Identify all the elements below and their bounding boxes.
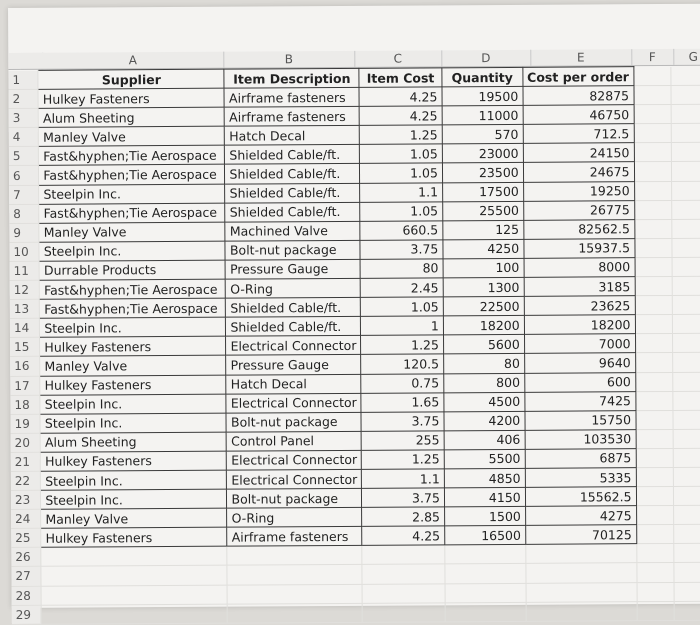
cell[interactable] xyxy=(41,604,227,624)
cell[interactable] xyxy=(227,565,362,585)
cell-supplier[interactable]: Hulkey Fasteners xyxy=(40,336,226,356)
row-number[interactable]: 4 xyxy=(9,128,39,147)
header-quantity[interactable]: Quantity xyxy=(442,67,523,87)
cell[interactable] xyxy=(635,315,672,334)
cell-supplier[interactable]: Alum Sheeting xyxy=(40,432,226,452)
cell[interactable] xyxy=(634,181,671,200)
cell-item-description[interactable]: Shielded Cable/ft. xyxy=(226,317,361,337)
cell[interactable] xyxy=(673,429,700,448)
header-supplier[interactable]: Supplier xyxy=(38,69,224,89)
cell-item-cost[interactable]: 1.05 xyxy=(360,163,443,183)
cell-item-description[interactable]: O-Ring xyxy=(227,508,362,528)
row-number[interactable]: 28 xyxy=(12,586,42,605)
cell-supplier[interactable]: Hulkey Fasteners xyxy=(40,375,226,395)
cell-supplier[interactable]: Fast&hyphen;Tie Aerospace xyxy=(40,298,226,318)
cell[interactable] xyxy=(635,296,672,315)
cell-item-description[interactable]: Shielded Cable/ft. xyxy=(225,164,360,184)
cell[interactable] xyxy=(672,276,700,295)
cell-item-description[interactable]: Hatch Decal xyxy=(226,374,361,394)
cell-supplier[interactable]: Fast&hyphen;Tie Aerospace xyxy=(39,146,225,166)
cell[interactable] xyxy=(636,506,673,525)
cell-supplier[interactable]: Steelpin Inc. xyxy=(40,317,226,337)
cell[interactable] xyxy=(672,219,700,238)
cell[interactable] xyxy=(635,276,672,295)
row-number[interactable]: 27 xyxy=(11,567,41,586)
row-number[interactable]: 6 xyxy=(9,166,39,185)
cell-cost-per-order[interactable]: 712.5 xyxy=(523,124,634,144)
cell-item-cost[interactable]: 4.25 xyxy=(359,87,442,107)
row-number[interactable]: 21 xyxy=(11,452,41,471)
cell[interactable] xyxy=(672,353,700,372)
cell[interactable] xyxy=(635,353,672,372)
cell-supplier[interactable]: Hulkey Fasteners xyxy=(38,88,224,108)
cell[interactable] xyxy=(673,486,700,505)
cell[interactable] xyxy=(445,583,526,603)
cell-cost-per-order[interactable]: 82562.5 xyxy=(524,219,635,239)
cell-item-description[interactable]: Electrical Connector xyxy=(227,469,362,489)
cell[interactable] xyxy=(671,143,700,162)
cell-item-description[interactable]: Bolt-nut package xyxy=(226,412,361,432)
cell[interactable] xyxy=(41,547,227,567)
cell-item-cost[interactable]: 0.75 xyxy=(361,373,444,393)
cell-cost-per-order[interactable]: 8000 xyxy=(524,258,635,278)
cell-supplier[interactable]: Steelpin Inc. xyxy=(40,413,226,433)
row-number[interactable]: 16 xyxy=(10,357,40,376)
cell-supplier[interactable]: Steelpin Inc. xyxy=(40,394,226,414)
cell-cost-per-order[interactable]: 15937.5 xyxy=(524,239,635,259)
cell-item-cost[interactable]: 2.45 xyxy=(361,278,444,298)
cell-item-description[interactable]: O-Ring xyxy=(226,278,361,298)
row-number[interactable]: 11 xyxy=(10,261,40,280)
cell-quantity[interactable]: 5600 xyxy=(443,335,524,355)
cell-quantity[interactable]: 80 xyxy=(443,354,524,374)
cell-cost-per-order[interactable]: 103530 xyxy=(525,429,636,449)
cell-supplier[interactable]: Steelpin Inc. xyxy=(41,489,227,509)
cell-cost-per-order[interactable]: 6875 xyxy=(525,449,636,469)
cell-supplier[interactable]: Alum Sheeting xyxy=(38,107,224,127)
cell-quantity[interactable]: 22500 xyxy=(443,296,524,316)
cell[interactable] xyxy=(673,467,700,486)
row-number[interactable]: 1 xyxy=(8,70,38,89)
row-number[interactable]: 25 xyxy=(11,529,41,548)
row-number[interactable]: 3 xyxy=(9,109,39,128)
cell-item-description[interactable]: Pressure Gauge xyxy=(226,355,361,375)
cell[interactable] xyxy=(227,546,362,566)
cell-item-cost[interactable]: 4.25 xyxy=(362,526,445,546)
column-header-b[interactable]: B xyxy=(223,51,355,68)
cell-supplier[interactable]: Fast&hyphen;Tie Aerospace xyxy=(39,203,225,223)
cell[interactable] xyxy=(634,124,671,143)
cell-quantity[interactable]: 23500 xyxy=(442,163,523,183)
cell-cost-per-order[interactable]: 24675 xyxy=(523,162,634,182)
row-number[interactable]: 7 xyxy=(9,185,39,204)
cell-cost-per-order[interactable]: 3185 xyxy=(524,277,635,297)
cell-quantity[interactable]: 570 xyxy=(442,125,523,145)
cell-supplier[interactable]: Steelpin Inc. xyxy=(41,470,227,490)
cell[interactable] xyxy=(637,601,674,620)
cell-item-description[interactable]: Shielded Cable/ft. xyxy=(225,202,360,222)
row-number[interactable]: 19 xyxy=(10,414,40,433)
cell-quantity[interactable]: 4850 xyxy=(444,468,525,488)
cell-quantity[interactable]: 5500 xyxy=(444,449,525,469)
data-table xyxy=(8,66,700,625)
cell[interactable] xyxy=(674,544,700,563)
row-number[interactable]: 26 xyxy=(11,548,41,567)
cell-quantity[interactable]: 19500 xyxy=(442,86,523,106)
cell[interactable] xyxy=(671,104,700,123)
row-number[interactable]: 8 xyxy=(9,204,39,223)
spreadsheet-photo xyxy=(8,4,700,622)
cell[interactable] xyxy=(673,410,700,429)
empty-row xyxy=(12,601,700,624)
cell-quantity[interactable]: 125 xyxy=(443,220,524,240)
cell-cost-per-order[interactable]: 19250 xyxy=(523,181,634,201)
cell-item-cost[interactable]: 1 xyxy=(361,316,444,336)
cell-cost-per-order[interactable]: 7425 xyxy=(525,391,636,411)
cell-item-cost[interactable]: 2.85 xyxy=(362,507,445,527)
cell-item-cost[interactable]: 4.25 xyxy=(359,106,442,126)
cell[interactable] xyxy=(635,372,672,391)
cell[interactable] xyxy=(671,162,700,181)
cell-supplier[interactable]: Hulkey Fasteners xyxy=(41,451,227,471)
cell-item-description[interactable]: Shielded Cable/ft. xyxy=(226,297,361,317)
cell-cost-per-order[interactable]: 4275 xyxy=(525,506,636,526)
column-header-c[interactable]: C xyxy=(354,50,442,67)
cell-supplier[interactable]: Durrable Products xyxy=(39,260,225,280)
cell[interactable] xyxy=(674,582,700,601)
row-number[interactable]: 24 xyxy=(11,509,41,528)
cell-item-cost[interactable]: 3.75 xyxy=(360,240,443,260)
cell[interactable] xyxy=(671,181,700,200)
cell-quantity[interactable]: 4500 xyxy=(444,392,525,412)
row-number[interactable]: 29 xyxy=(12,605,42,624)
cell[interactable] xyxy=(445,564,526,584)
cell[interactable] xyxy=(362,545,445,565)
cell-cost-per-order[interactable]: 18200 xyxy=(524,315,635,335)
cell-quantity[interactable]: 4150 xyxy=(444,487,525,507)
cell[interactable] xyxy=(526,601,637,621)
cell[interactable] xyxy=(636,467,673,486)
cell[interactable] xyxy=(227,584,362,604)
cell[interactable] xyxy=(674,601,700,620)
column-header-a[interactable]: A xyxy=(42,52,224,69)
cell-supplier[interactable]: Manley Valve xyxy=(39,222,225,242)
cell-cost-per-order[interactable]: 5335 xyxy=(525,468,636,488)
cell-supplier[interactable]: Fast&hyphen;Tie Aerospace xyxy=(39,279,225,299)
cell-item-description[interactable]: Shielded Cable/ft. xyxy=(225,183,360,203)
cell[interactable] xyxy=(362,564,445,584)
cell[interactable] xyxy=(636,429,673,448)
cell-cost-per-order[interactable]: 15750 xyxy=(525,410,636,430)
row-number[interactable]: 22 xyxy=(11,471,41,490)
cell[interactable] xyxy=(525,544,636,564)
cell[interactable] xyxy=(671,200,700,219)
cell-cost-per-order[interactable]: 46750 xyxy=(523,105,634,125)
header-item-cost[interactable]: Item Cost xyxy=(359,68,442,88)
cell-quantity[interactable]: 406 xyxy=(444,430,525,450)
cell[interactable] xyxy=(634,200,671,219)
cell-item-description[interactable]: Shielded Cable/ft. xyxy=(225,145,360,165)
cell[interactable] xyxy=(635,391,672,410)
cell[interactable] xyxy=(634,105,671,124)
cell[interactable] xyxy=(445,545,526,565)
cell[interactable] xyxy=(526,582,637,602)
cell[interactable] xyxy=(636,410,673,429)
cell-quantity[interactable]: 100 xyxy=(443,258,524,278)
cell-quantity[interactable]: 4200 xyxy=(444,411,525,431)
cell-item-cost[interactable]: 1.65 xyxy=(361,392,444,412)
cell-cost-per-order[interactable]: 24150 xyxy=(523,143,634,163)
cell[interactable] xyxy=(633,66,670,85)
cell[interactable] xyxy=(672,257,700,276)
cell[interactable] xyxy=(635,334,672,353)
cell-item-description[interactable]: Electrical Connector xyxy=(226,336,361,356)
cell[interactable] xyxy=(673,505,700,524)
cell[interactable] xyxy=(41,585,227,605)
cell-cost-per-order[interactable]: 23625 xyxy=(524,296,635,316)
cell-cost-per-order[interactable]: 82875 xyxy=(523,86,634,106)
cell[interactable] xyxy=(636,563,673,582)
cell-item-description[interactable]: Airframe fasteners xyxy=(227,527,362,547)
row-number[interactable]: 14 xyxy=(10,319,40,338)
row-number[interactable]: 5 xyxy=(9,147,39,166)
cell-item-cost[interactable]: 1.25 xyxy=(361,335,444,355)
cell-item-cost[interactable]: 80 xyxy=(360,259,443,279)
cell[interactable] xyxy=(228,603,363,623)
cell[interactable] xyxy=(672,372,700,391)
header-item-description[interactable]: Item Description xyxy=(224,68,359,88)
cell-item-description[interactable]: Hatch Decal xyxy=(225,126,360,146)
cell-item-cost[interactable]: 1.1 xyxy=(360,182,443,202)
cell[interactable] xyxy=(671,124,700,143)
cell[interactable] xyxy=(637,582,674,601)
cell-quantity[interactable]: 1300 xyxy=(443,277,524,297)
cell[interactable] xyxy=(636,525,673,544)
cell-item-cost[interactable]: 1.1 xyxy=(362,469,445,489)
cell-item-description[interactable]: Electrical Connector xyxy=(227,450,362,470)
cell-quantity[interactable]: 800 xyxy=(444,373,525,393)
cell-item-description[interactable]: Control Panel xyxy=(227,431,362,451)
cell-item-description[interactable]: Bolt-nut package xyxy=(227,488,362,508)
cell[interactable] xyxy=(635,257,672,276)
row-number[interactable]: 13 xyxy=(10,299,40,318)
cell-item-description[interactable]: Bolt-nut package xyxy=(225,240,360,260)
cell-supplier[interactable]: Manley Valve xyxy=(39,126,225,146)
row-number[interactable]: 20 xyxy=(11,433,41,452)
cell-supplier[interactable]: Fast&hyphen;Tie Aerospace xyxy=(39,165,225,185)
cell[interactable] xyxy=(671,85,700,104)
cell-item-description[interactable]: Pressure Gauge xyxy=(226,259,361,279)
cell-item-cost[interactable]: 1.05 xyxy=(360,144,443,164)
cell-quantity[interactable]: 4250 xyxy=(443,239,524,259)
cell[interactable] xyxy=(634,143,671,162)
cell[interactable] xyxy=(672,314,700,333)
row-number[interactable]: 15 xyxy=(10,338,40,357)
cell[interactable] xyxy=(634,86,671,105)
cell-supplier[interactable]: Manley Valve xyxy=(41,508,227,528)
row-number[interactable]: 18 xyxy=(10,395,40,414)
header-cost-per-order[interactable]: Cost per order xyxy=(523,67,634,87)
cell-supplier[interactable]: Manley Valve xyxy=(40,356,226,376)
cell-item-cost[interactable]: 120.5 xyxy=(361,354,444,374)
cell[interactable] xyxy=(672,334,700,353)
row-number[interactable]: 9 xyxy=(9,223,39,242)
cell-item-cost[interactable]: 1.05 xyxy=(360,202,443,222)
cell[interactable] xyxy=(673,524,700,543)
cell[interactable] xyxy=(673,448,700,467)
cell[interactable] xyxy=(634,219,671,238)
column-header-e[interactable]: E xyxy=(530,49,632,66)
cell-cost-per-order[interactable]: 600 xyxy=(524,372,635,392)
cell[interactable] xyxy=(634,238,671,257)
row-number[interactable]: 12 xyxy=(10,280,40,299)
cell[interactable] xyxy=(672,238,700,257)
cell[interactable] xyxy=(636,487,673,506)
cell[interactable] xyxy=(363,602,446,622)
row-number[interactable]: 17 xyxy=(10,376,40,395)
cell-quantity[interactable]: 23000 xyxy=(442,144,523,164)
cell-quantity[interactable]: 18200 xyxy=(443,316,524,336)
cell-supplier[interactable]: Steelpin Inc. xyxy=(39,241,225,261)
row-number[interactable]: 23 xyxy=(11,490,41,509)
column-header-f[interactable]: F xyxy=(631,49,674,65)
cell-item-cost[interactable]: 1.25 xyxy=(360,125,443,145)
cell-cost-per-order[interactable]: 15562.5 xyxy=(525,487,636,507)
cell-cost-per-order[interactable]: 7000 xyxy=(524,334,635,354)
cell[interactable] xyxy=(362,583,445,603)
cell-item-cost[interactable]: 660.5 xyxy=(360,221,443,241)
cell[interactable] xyxy=(634,162,671,181)
cell-item-cost[interactable]: 3.75 xyxy=(362,488,445,508)
cell-cost-per-order[interactable]: 9640 xyxy=(524,353,635,373)
cell[interactable] xyxy=(636,448,673,467)
cell-quantity[interactable]: 16500 xyxy=(445,526,526,546)
cell[interactable] xyxy=(636,544,673,563)
row-number[interactable]: 10 xyxy=(9,242,39,261)
cell-item-cost[interactable]: 1.05 xyxy=(361,297,444,317)
cell-cost-per-order[interactable]: 70125 xyxy=(525,525,636,545)
cell-item-description[interactable]: Electrical Connector xyxy=(226,393,361,413)
cell[interactable] xyxy=(671,66,700,85)
cell-item-description[interactable]: Airframe fasteners xyxy=(225,107,360,127)
cell[interactable] xyxy=(445,602,526,622)
cell-quantity[interactable]: 25500 xyxy=(443,201,524,221)
cell[interactable] xyxy=(672,295,700,314)
column-header-d[interactable]: D xyxy=(441,50,531,67)
cell-item-cost[interactable]: 1.25 xyxy=(362,450,445,470)
cell[interactable] xyxy=(673,391,700,410)
cell-quantity[interactable]: 11000 xyxy=(442,106,523,126)
cell-supplier[interactable]: Steelpin Inc. xyxy=(39,184,225,204)
cell-item-description[interactable]: Airframe fasteners xyxy=(224,87,359,107)
column-header-g[interactable]: G xyxy=(673,49,700,65)
cell-item-cost[interactable]: 255 xyxy=(361,431,444,451)
row-number[interactable]: 2 xyxy=(8,89,38,108)
cell-supplier[interactable]: Hulkey Fasteners xyxy=(41,527,227,547)
cell[interactable] xyxy=(41,566,227,586)
cell-cost-per-order[interactable]: 26775 xyxy=(523,200,634,220)
cell[interactable] xyxy=(526,563,637,583)
cell-item-cost[interactable]: 3.75 xyxy=(361,412,444,432)
cell-quantity[interactable]: 17500 xyxy=(442,182,523,202)
cell-item-description[interactable]: Machined Valve xyxy=(225,221,360,241)
cell[interactable] xyxy=(674,563,700,582)
cell-quantity[interactable]: 1500 xyxy=(444,507,525,527)
